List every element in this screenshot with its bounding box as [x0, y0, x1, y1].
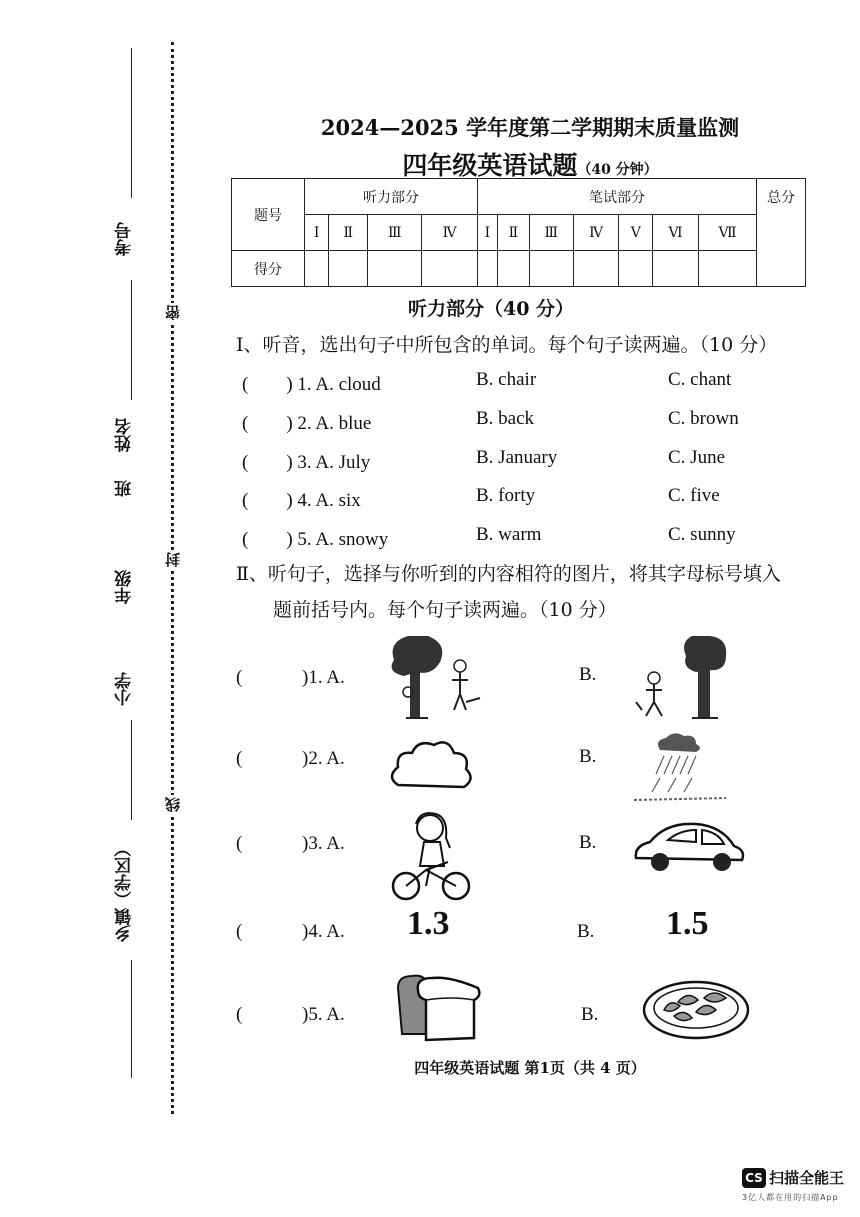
option-a-number: 1.3: [407, 905, 450, 942]
picture-question-5: )5. A.: [302, 1004, 345, 1025]
option-c: C. brown: [668, 408, 739, 429]
bread-icon: [394, 972, 484, 1044]
question-5: ( ) 5. A. snowy: [242, 529, 389, 550]
option-b: B. warm: [476, 524, 542, 545]
writing-header: 笔试部分: [478, 179, 757, 215]
score-cell[interactable]: [529, 251, 573, 287]
section1-instruction: Ⅰ、听音，选出句子中所包含的单词。每个句子读两遍。（10 分）: [236, 334, 778, 356]
question-1: ( ) 1. A. cloud: [242, 374, 381, 395]
name-label: 姓名: [115, 418, 135, 452]
option-b: B. forty: [476, 485, 536, 506]
fill-line: [131, 720, 132, 820]
answer-paren[interactable]: (: [236, 833, 243, 854]
listening-header: 听力部分: [305, 179, 478, 215]
seal-char-mi: 密: [164, 305, 182, 320]
option-c: C. five: [668, 485, 720, 506]
col-writing-1: Ⅰ: [478, 215, 498, 251]
girl-on-bike-illustration: [390, 808, 472, 902]
option-b-label: B.: [577, 921, 595, 942]
col-writing-3: Ⅲ: [529, 215, 573, 251]
col-writing-7: Ⅶ: [698, 215, 756, 251]
subject-title: 四年级英语试题: [402, 151, 578, 180]
total-header: 总分: [757, 179, 806, 287]
page-footer: 四年级英语试题 第1页（共 4 页）: [414, 1059, 646, 1077]
question-4: ( ) 4. A. six: [242, 490, 361, 511]
option-b: B. chair: [476, 369, 537, 390]
answer-paren[interactable]: (: [236, 1004, 243, 1025]
score-row-header: 得分: [232, 251, 305, 287]
school-label: 小学: [115, 672, 135, 706]
exam-number-label: 考号: [115, 222, 135, 256]
score-cell[interactable]: [619, 251, 653, 287]
col-listening-3: Ⅲ: [368, 215, 422, 251]
exam-subtitle: [230, 146, 830, 182]
col-writing-4: Ⅳ: [573, 215, 619, 251]
camscanner-logo-icon: CS: [742, 1168, 766, 1188]
town-label: 乡镇（学区）: [115, 840, 135, 942]
scanner-watermark: [742, 1167, 844, 1203]
option-b-label: B.: [579, 832, 597, 853]
duration: （40 分钟）: [577, 162, 658, 178]
fill-line: [131, 280, 132, 400]
col-listening-1: Ⅰ: [305, 215, 329, 251]
option-b: B. back: [476, 408, 535, 429]
col-writing-2: Ⅱ: [497, 215, 529, 251]
car-icon: [630, 818, 748, 874]
boy-and-tree-illustration: [632, 632, 732, 722]
seal-char-xian: 线: [164, 797, 182, 812]
section2-instruction-line2: 题前括号内。每个句子读两遍。（10 分）: [273, 599, 617, 621]
col-listening-2: Ⅱ: [329, 215, 368, 251]
score-cell[interactable]: [305, 251, 329, 287]
fill-line: [131, 48, 132, 198]
col-writing-6: Ⅵ: [653, 215, 699, 251]
option-c: C. June: [668, 447, 725, 468]
picture-question-1: )1. A.: [302, 667, 345, 688]
score-cell[interactable]: [478, 251, 498, 287]
exam-title: 2024—2025 学年度第二学期期末质量监测: [320, 115, 740, 140]
answer-paren[interactable]: (: [236, 748, 243, 769]
rain-icon: [630, 730, 730, 804]
answer-paren[interactable]: (: [236, 921, 243, 942]
tree-and-boy-illustration: [388, 632, 488, 722]
class-label: 班: [115, 480, 135, 497]
score-cell[interactable]: [497, 251, 529, 287]
question-number-header: 题号: [232, 179, 305, 251]
option-c: C. chant: [668, 369, 732, 390]
fill-line: [131, 960, 132, 1078]
score-cell[interactable]: [422, 251, 478, 287]
col-listening-4: Ⅳ: [422, 215, 478, 251]
cloud-icon: [390, 735, 476, 795]
seal-char-feng: 封: [164, 552, 182, 567]
answer-paren[interactable]: (: [236, 667, 243, 688]
col-writing-5: Ⅴ: [619, 215, 653, 251]
option-b-number: 1.5: [666, 905, 709, 942]
score-table: [231, 178, 806, 287]
grade-label: 年级: [115, 570, 135, 604]
watermark-name: 扫描全能王: [769, 1169, 845, 1187]
question-3: ( ) 3. A. July: [242, 452, 371, 473]
score-cell[interactable]: [329, 251, 368, 287]
picture-question-2: )2. A.: [302, 748, 345, 769]
picture-question-3: )3. A.: [302, 833, 345, 854]
score-cell[interactable]: [698, 251, 756, 287]
option-b-label: B.: [579, 746, 597, 767]
option-b-label: B.: [581, 1004, 599, 1025]
dumplings-plate-icon: [642, 976, 750, 1040]
score-cell[interactable]: [573, 251, 619, 287]
section2-instruction-line1: Ⅱ、听句子，选择与你听到的内容相符的图片，将其字母标号填入: [236, 563, 781, 585]
option-b: B. January: [476, 447, 558, 468]
picture-question-4: )4. A.: [302, 921, 345, 942]
watermark-tagline: 3亿人都在用的扫描App: [742, 1193, 839, 1202]
option-b-label: B.: [579, 664, 597, 685]
seal-dotted-line: [171, 42, 174, 1114]
score-cell[interactable]: [653, 251, 699, 287]
listening-section-heading: 听力部分（40 分）: [408, 298, 575, 320]
question-2: ( ) 2. A. blue: [242, 413, 372, 434]
score-cell[interactable]: [368, 251, 422, 287]
option-c: C. sunny: [668, 524, 736, 545]
